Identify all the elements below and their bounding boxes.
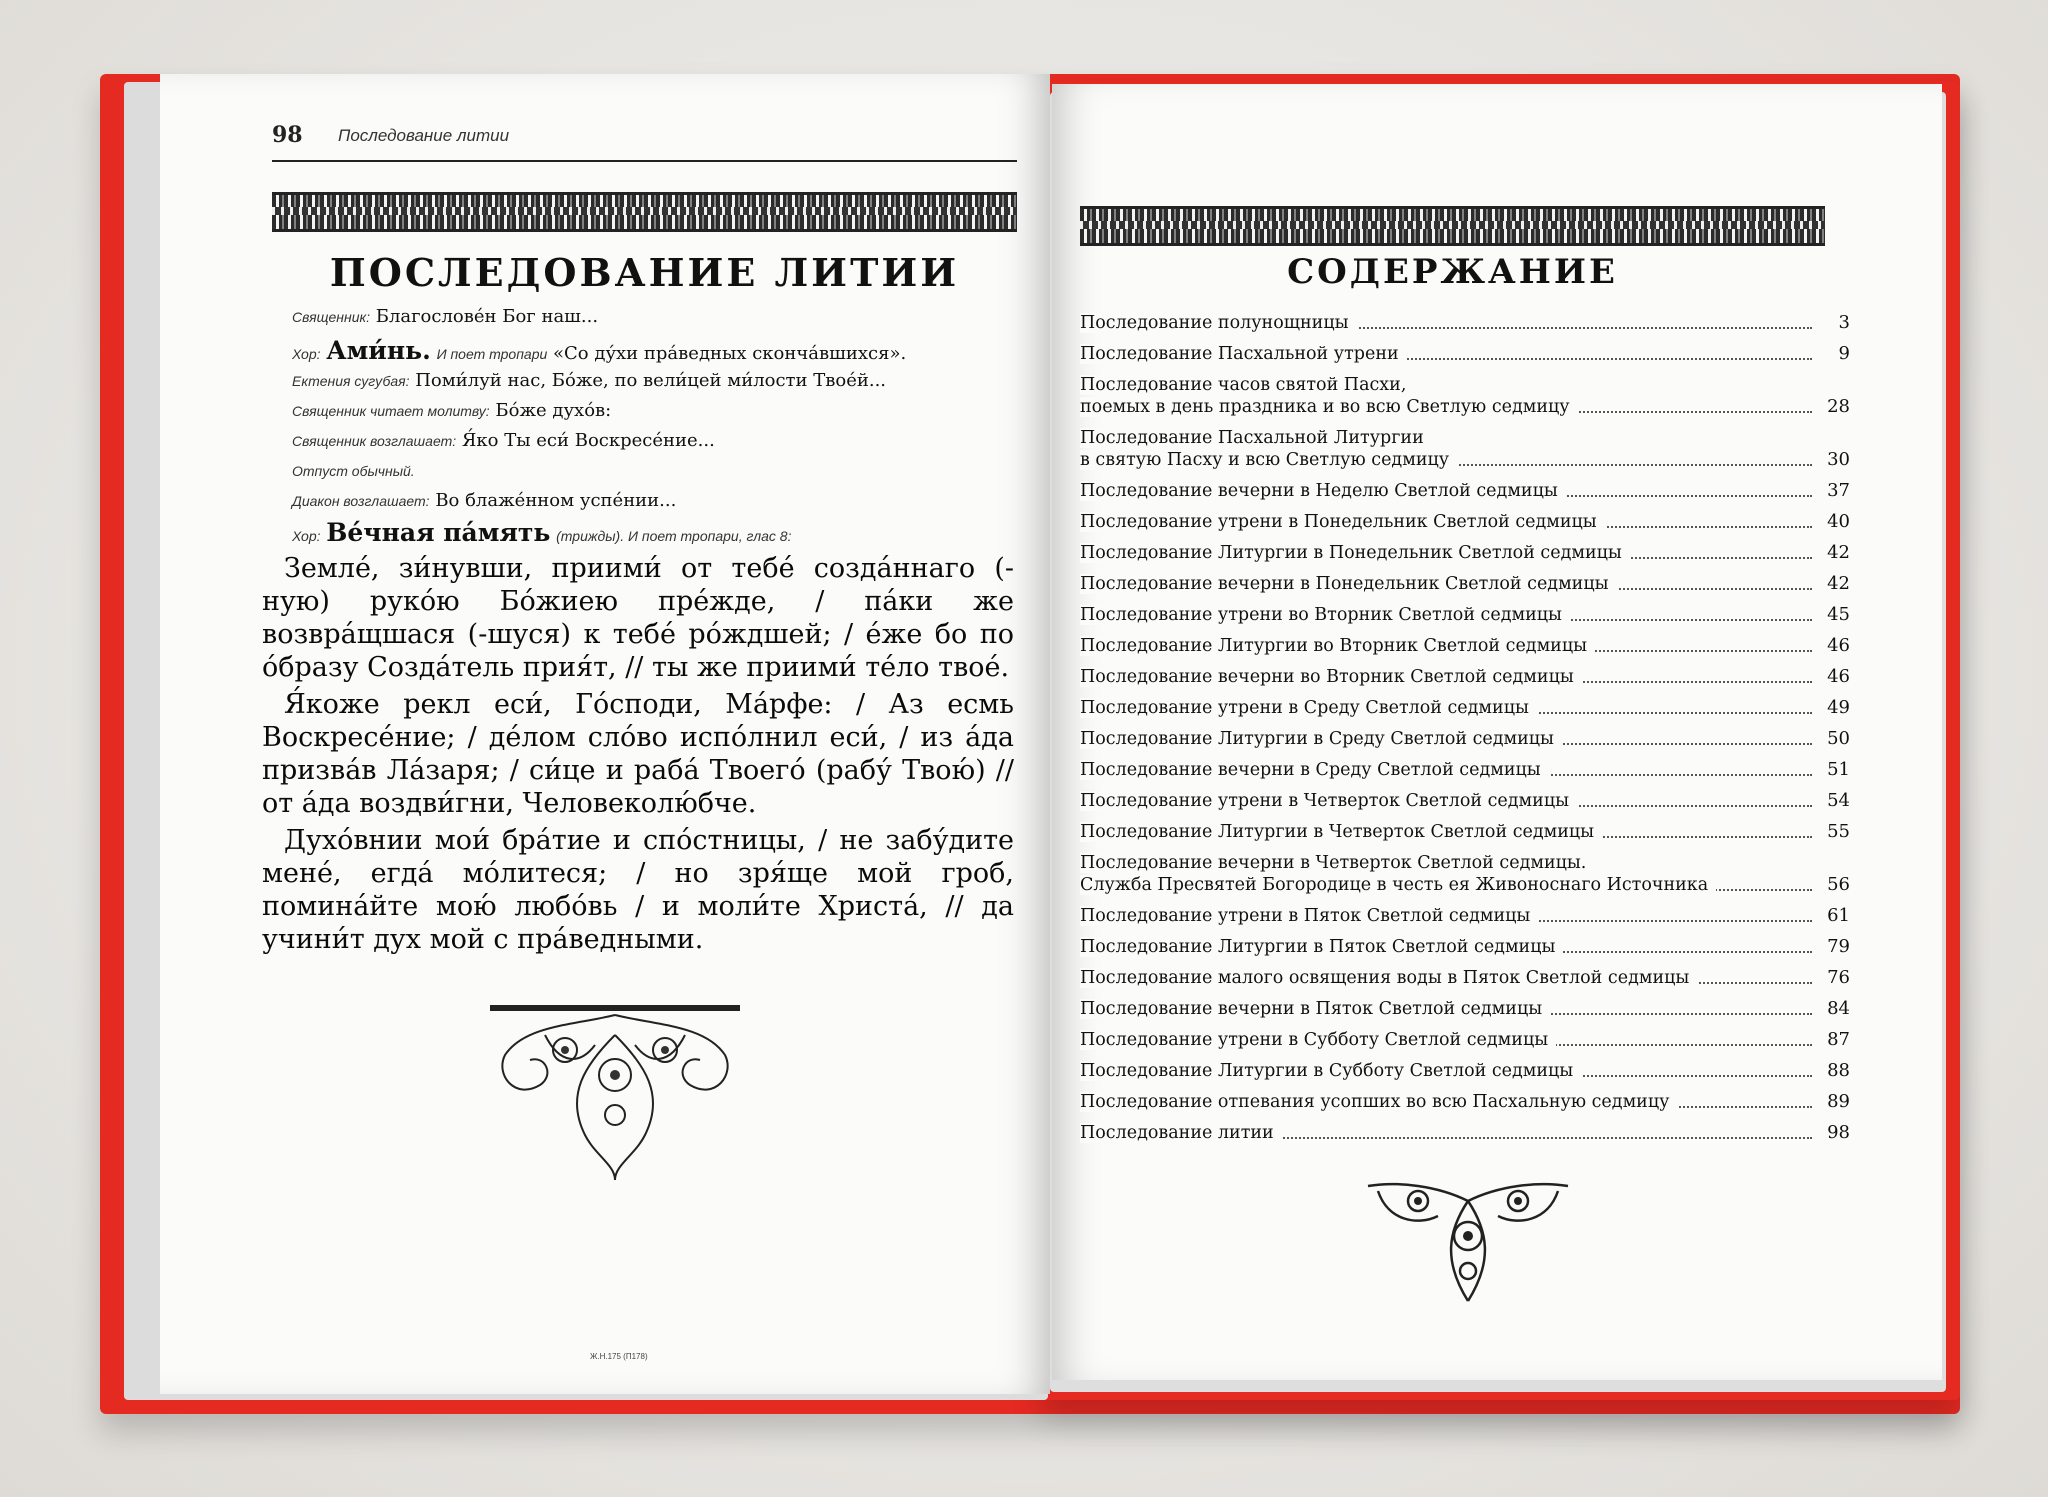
toc-entry-title: Последование вечерни в Неделю Светлой седмицы	[1080, 480, 1810, 502]
troparion-2: Я́коже рекл еси́, Го́споди, Ма́рфе: / Аз есмь Воскресе́ние; / де́лом сло́во испо́лнил еси́, / из а́да призва́в Ла́заря; / си́це и раба́ Твоего́ (рабу́ Твою́) // от а́да воздви́гни, Человеколю́бче.	[262, 689, 1014, 819]
troparion-1: Земле́, зи́нувши, приими́ от тебе́ созда́ннаго (-ную) руко́ю Бо́жиею пре́жде, / па́ки же возвра́щшася (-шуся) к тебе́ ро́ждшей; / е́же бо по о́бразу Созда́тель прия́т, // ты же приими́ те́ло твое́.	[262, 553, 1014, 683]
floral-ornament-right	[1358, 1176, 1578, 1306]
toc-entry	[1080, 343, 1850, 365]
rubric-exclamation: Священник возглашает: Я́ко Ты еси́ Воскресе́ние...	[292, 430, 715, 451]
toc-page-number: 50	[1827, 728, 1850, 749]
toc-entry-title: Последование Пасхальной утрени	[1080, 343, 1810, 365]
toc-entry	[1080, 697, 1850, 719]
rubric-choir-amen: Хор: Ами́нь. И поет тропари «Со ду́хи пра́ведных сконча́вшихся».	[292, 336, 907, 365]
toc-entry-title: Последование вечерни в Понедельник Светлой седмицы	[1080, 573, 1810, 595]
toc-page-number: 37	[1827, 480, 1850, 501]
toc-entry	[1080, 1091, 1850, 1113]
rubric-priest-blessing: Священник: Благословéн Бог наш...	[292, 306, 599, 327]
toc-page-number: 56	[1827, 874, 1850, 895]
toc-page-number: 87	[1827, 1029, 1850, 1050]
toc-page-number: 61	[1827, 905, 1850, 926]
rubric-dismissal: Отпуст обычный.	[292, 463, 415, 479]
toc-entry-title: Последование Литургии в Среду Светлой седмицы	[1080, 728, 1810, 750]
toc-page-number: 30	[1827, 449, 1850, 470]
toc-entry	[1080, 905, 1850, 927]
right-page	[1052, 84, 1942, 1380]
toc-entry	[1080, 427, 1850, 471]
toc-entry	[1080, 759, 1850, 781]
floral-ornament-left	[485, 1005, 745, 1185]
toc-entry	[1080, 728, 1850, 750]
toc-entry-title: Последование малого освящения воды в Пяток Светлой седмицы	[1080, 967, 1810, 989]
toc-entry-title: Последование отпевания усопших во всю Пасхальную седмицу	[1080, 1091, 1810, 1113]
toc-page-number: 98	[1827, 1122, 1850, 1143]
header-rule	[272, 160, 1017, 162]
toc-page-number: 54	[1827, 790, 1850, 811]
toc-entry	[1080, 511, 1850, 533]
toc-entry-title: Последование вечерни в Пяток Светлой седмицы	[1080, 998, 1810, 1020]
toc-entry-title: Последование Пасхальной Литургии	[1080, 427, 1810, 449]
troparion-3: Духо́внии мои́ бра́тие и спо́стницы, / не забу́дите мене́, егда́ мо́литеся; / но зря́ще мой гроб, помина́йте мою́ любо́вь / и моли́те Христа́, // да учини́т дух мой с пра́ведными.	[262, 825, 1014, 955]
toc-entry-title: Последование утрени во Вторник Светлой седмицы	[1080, 604, 1810, 626]
rubric-litany: Ектения сугубая: Поми́луй нас, Бо́же, по вели́цей ми́лости Твое́й...	[292, 370, 887, 391]
toc-entry-title: Последование утрени в Понедельник Светлой седмицы	[1080, 511, 1810, 533]
toc-entry	[1080, 542, 1850, 564]
toc-page-number: 46	[1827, 666, 1850, 687]
toc-entry-title: поемых в день праздника и во всю Светлую седмицу	[1080, 396, 1810, 418]
toc-page-number: 55	[1827, 821, 1850, 842]
rubric-eternal-memory: Хор: Ве́чная па́мять (трижды). И поет тропари, глас 8:	[292, 518, 792, 547]
toc-entry	[1080, 1122, 1850, 1144]
toc-page-number: 42	[1827, 542, 1850, 563]
toc-page-number: 76	[1827, 967, 1850, 988]
toc-entry	[1080, 1060, 1850, 1082]
rubric-deacon: Диакон возглашает: Во блаже́нном успе́нии...	[292, 490, 677, 511]
toc-page-number: 49	[1827, 697, 1850, 718]
toc-page-number: 88	[1827, 1060, 1850, 1081]
rubric-prayer: Священник читает молитву: Бо́же духо́в:	[292, 400, 612, 421]
toc-entry	[1080, 374, 1850, 418]
toc-entry-title: Последование вечерни во Вторник Светлой седмицы	[1080, 666, 1810, 688]
toc-entry	[1080, 967, 1850, 989]
toc-entry-title: Последование Литургии в Понедельник Светлой седмицы	[1080, 542, 1810, 564]
toc-page-number: 40	[1827, 511, 1850, 532]
toc-entry	[1080, 1029, 1850, 1051]
toc-entry-title: Последование Литургии в Пяток Светлой седмицы	[1080, 936, 1810, 958]
toc-entry	[1080, 821, 1850, 843]
toc-page-number: 79	[1827, 936, 1850, 957]
toc-entry-title: Последование утрени в Среду Светлой седмицы	[1080, 697, 1810, 719]
toc-entry-title: Последование часов святой Пасхи,	[1080, 374, 1810, 396]
toc-page-number: 89	[1827, 1091, 1850, 1112]
ornament-band-right	[1080, 206, 1825, 246]
toc-entry-title: Последование утрени в Субботу Светлой седмицы	[1080, 1029, 1810, 1051]
running-head: Последование литии	[338, 126, 510, 145]
toc-page-number: 46	[1827, 635, 1850, 656]
toc-entry	[1080, 604, 1850, 626]
toc-entry-title: Последование утрени в Пяток Светлой седмицы	[1080, 905, 1810, 927]
toc-entry-title: Последование полунощницы	[1080, 312, 1810, 334]
toc-page-number: 28	[1827, 396, 1850, 417]
page-number: 98	[272, 122, 303, 148]
page-title: ПОСЛЕДОВАНИЕ ЛИТИИ	[329, 250, 960, 295]
toc-entry	[1080, 852, 1850, 896]
toc-entry	[1080, 573, 1850, 595]
toc-entry	[1080, 480, 1850, 502]
toc-page-number: 42	[1827, 573, 1850, 594]
toc-entry-title: Последование литии	[1080, 1122, 1810, 1144]
toc-entry	[1080, 936, 1850, 958]
toc-page-number: 45	[1827, 604, 1850, 625]
toc-entry	[1080, 998, 1850, 1020]
toc-title: СОДЕРЖАНИЕ	[1287, 252, 1618, 292]
toc-entry	[1080, 635, 1850, 657]
toc-entry-title: Последование Литургии в Четверток Светлой седмицы	[1080, 821, 1810, 843]
toc-page-number: 51	[1827, 759, 1850, 780]
toc-page-number: 3	[1838, 312, 1850, 333]
toc-entry-title: Последование Литургии во Вторник Светлой седмицы	[1080, 635, 1810, 657]
toc-entry	[1080, 666, 1850, 688]
toc-entry	[1080, 312, 1850, 334]
toc-entry-title: Последование утрени в Четверток Светлой седмицы	[1080, 790, 1810, 812]
table-of-contents	[1080, 312, 1850, 1153]
imprint-code: Ж.Н.175 (П178)	[590, 1352, 648, 1361]
toc-entry-title: Последование Литургии в Субботу Светлой седмицы	[1080, 1060, 1810, 1082]
toc-entry-title: Последование вечерни в Четверток Светлой седмицы.	[1080, 852, 1810, 874]
toc-entry-title: Служба Пресвятей Богородице в честь ея Живоноснаго Источника	[1080, 874, 1810, 896]
toc-entry	[1080, 790, 1850, 812]
toc-entry-title: в святую Пасху и всю Светлую седмицу	[1080, 449, 1810, 471]
toc-entry-title: Последование вечерни в Среду Светлой седмицы	[1080, 759, 1810, 781]
troparia-text	[262, 552, 1014, 956]
toc-page-number: 84	[1827, 998, 1850, 1019]
ornament-band-left	[272, 192, 1017, 232]
toc-page-number: 9	[1838, 343, 1850, 364]
left-page	[160, 74, 1050, 1394]
